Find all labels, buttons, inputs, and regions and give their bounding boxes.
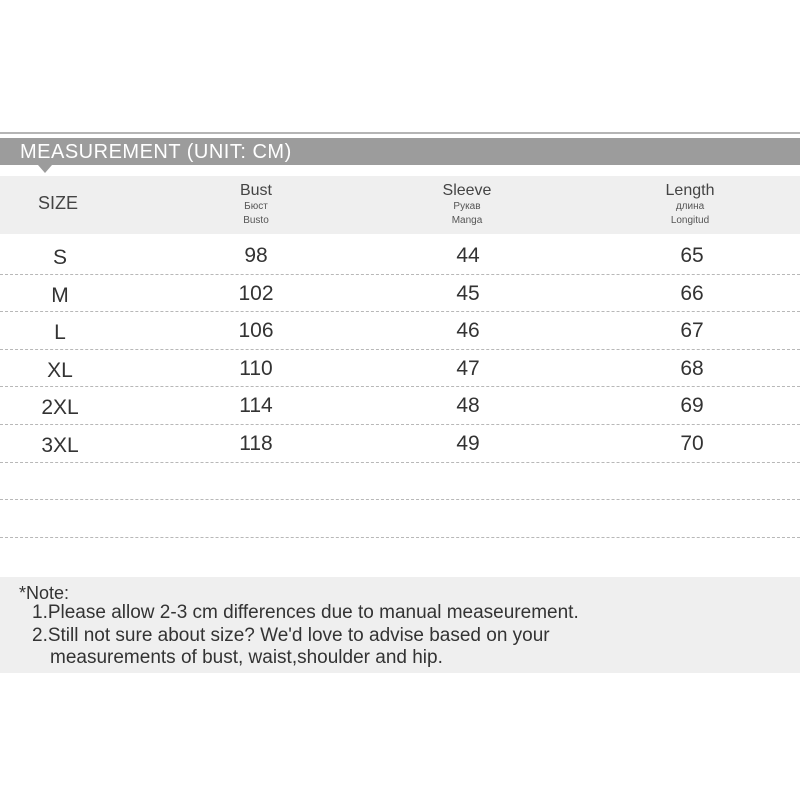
table-row bbox=[0, 237, 800, 275]
length-cell: 68 bbox=[680, 356, 704, 380]
size-cell: 2XL bbox=[41, 396, 79, 420]
header-sleeve-es: Manga bbox=[451, 215, 483, 226]
sleeve-cell: 48 bbox=[456, 394, 480, 418]
sleeve-cell: 49 bbox=[456, 431, 480, 455]
bust-cell: 98 bbox=[244, 244, 268, 267]
size-cell: XL bbox=[47, 358, 73, 382]
sleeve-cell: 46 bbox=[456, 319, 480, 343]
note-line-1: 1.Please allow 2-3 cm differences due to manual measeurement. bbox=[32, 602, 579, 623]
length-cell: 69 bbox=[680, 394, 704, 418]
length-cell: 67 bbox=[680, 319, 704, 343]
length-cell: 65 bbox=[680, 244, 704, 267]
note-line-3: measurements of bust, waist,shoulder and hip. bbox=[50, 647, 443, 668]
header-bust bbox=[206, 176, 306, 234]
header-bust-es: Busto bbox=[243, 215, 269, 226]
header-sleeve-label: Sleeve bbox=[442, 182, 492, 199]
banner-bar bbox=[0, 138, 800, 165]
header-length-label: Length bbox=[665, 182, 715, 199]
table-row bbox=[0, 387, 800, 425]
header-length bbox=[640, 176, 740, 234]
table-header bbox=[0, 176, 800, 234]
header-bust-label: Bust bbox=[239, 182, 272, 199]
size-cell: S bbox=[52, 246, 67, 269]
header-sleeve bbox=[417, 176, 517, 234]
table-row bbox=[0, 425, 800, 463]
empty-row bbox=[0, 500, 800, 538]
sleeve-cell: 44 bbox=[456, 244, 480, 267]
bust-cell: 110 bbox=[239, 356, 273, 380]
size-table-body bbox=[0, 237, 800, 538]
size-cell: L bbox=[54, 321, 66, 345]
length-cell: 70 bbox=[680, 431, 704, 455]
sleeve-cell: 47 bbox=[456, 356, 480, 380]
size-cell: M bbox=[51, 283, 69, 307]
size-cell: 3XL bbox=[41, 433, 79, 457]
top-rule bbox=[0, 132, 800, 134]
sleeve-cell: 45 bbox=[456, 281, 480, 305]
header-size: SIZE bbox=[37, 193, 78, 213]
measurement-banner bbox=[0, 138, 800, 178]
header-length-es: Longitud bbox=[670, 215, 710, 226]
banner-title: MEASUREMENT (UNIT: CM) bbox=[20, 141, 292, 163]
header-length-ru: длина bbox=[675, 201, 705, 212]
banner-notch bbox=[38, 165, 52, 173]
table-row bbox=[0, 275, 800, 313]
length-cell: 66 bbox=[680, 281, 704, 305]
bust-cell: 114 bbox=[239, 394, 273, 418]
note-heading: *Note: bbox=[19, 583, 70, 603]
bust-cell: 102 bbox=[238, 281, 274, 305]
header-sleeve-ru: Рукав bbox=[453, 201, 481, 212]
bust-cell: 118 bbox=[239, 431, 273, 455]
empty-row bbox=[0, 463, 800, 501]
table-row bbox=[0, 312, 800, 350]
bust-cell: 106 bbox=[238, 319, 274, 343]
header-bust-ru: Бюст bbox=[244, 201, 268, 212]
note-box bbox=[0, 577, 800, 673]
note-line-2: 2.Still not sure about size? We'd love to advise based on your bbox=[32, 625, 550, 646]
table-row bbox=[0, 350, 800, 388]
